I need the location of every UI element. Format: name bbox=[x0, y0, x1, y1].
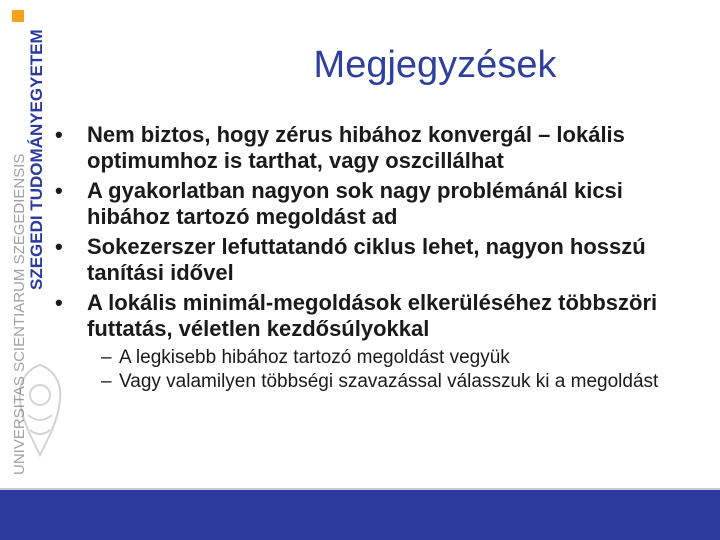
bullet-item bbox=[55, 178, 705, 230]
bullet-item bbox=[55, 290, 705, 342]
footer-band bbox=[0, 490, 720, 540]
bullet-text: A lokális minimál-megoldások elkerüléséhez többszöri futtatás, véletlen kezdősúlyokkal bbox=[87, 290, 658, 341]
bullet-text: A gyakorlatban nagyon sok nagy problémánál kicsi hibához tartozó megoldást ad bbox=[87, 178, 623, 229]
sub-bullet-text: Vagy valamilyen többségi szavazással válasszuk ki a megoldást bbox=[119, 371, 659, 392]
bullet-marker: • bbox=[55, 234, 63, 259]
sub-bullet-text: A legkisebb hibához tartozó megoldást vegyük bbox=[119, 347, 510, 368]
bullet-marker: • bbox=[55, 178, 63, 203]
slide-title: Megjegyzések bbox=[313, 44, 557, 86]
slide-content bbox=[55, 122, 705, 394]
bullet-text: Nem biztos, hogy zérus hibához konvergál – lokális optimumhoz is tarthat, vagy oszcillálhat bbox=[87, 122, 625, 173]
bullet-marker: • bbox=[55, 122, 63, 147]
sub-bullet-marker: – bbox=[101, 347, 112, 368]
sub-bullet-item bbox=[101, 370, 705, 394]
bullet-text: Sokezerszer lefuttatandó ciklus lehet, nagyon hosszú tanítási idővel bbox=[87, 234, 646, 285]
bullet-item bbox=[55, 122, 705, 174]
bullet-marker: • bbox=[55, 290, 63, 315]
bullet-item bbox=[55, 234, 705, 286]
sub-bullet-item bbox=[101, 346, 705, 370]
university-name-bold: SZEGEDI TUDOMÁNYEGYETEM bbox=[27, 29, 46, 290]
university-motto: UNIVERSITAS SCIENTIARUM SZEGEDIENSIS bbox=[11, 153, 28, 475]
sub-bullet-marker: – bbox=[101, 371, 112, 392]
